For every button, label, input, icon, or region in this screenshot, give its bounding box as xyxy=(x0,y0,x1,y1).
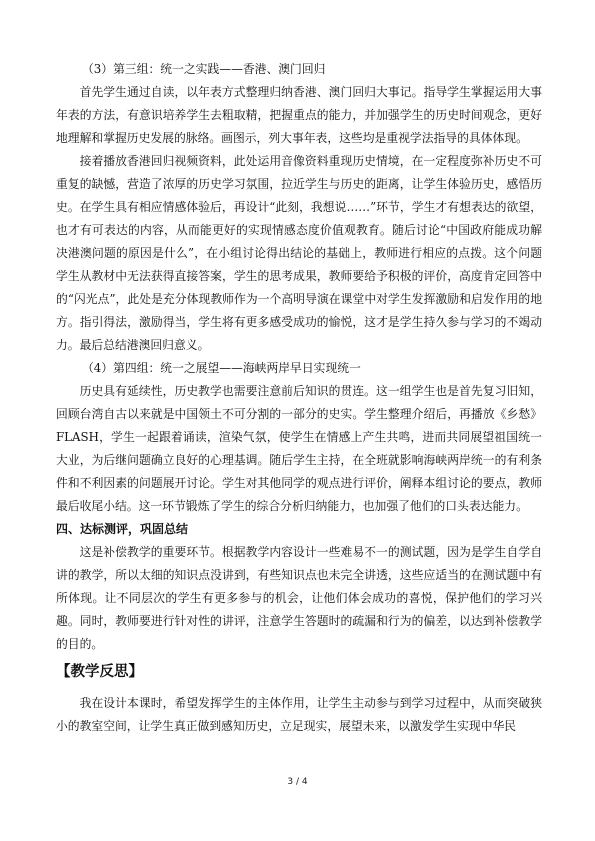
paragraph-4: 这是补偿教学的重要环节。根据教学内容设计一些难易不一的测试题，因为是学生自学自讲的教学，所以太细的知识点没讲到，有些知识点也未完全讲透，这些应适当的在测试题中有所体现。让不同层次的学生有更多参与的机会，让他们体会成功的喜悦，保护他们的学习兴趣。同时，教师要进行针对性的讲评，注意学生答题时的疏漏和行为的偏差，以达到补偿教学的目的。 xyxy=(56,545,542,651)
page-number: 3 / 4 xyxy=(287,777,308,787)
group4-heading: （4）第四组：统一之展望——海峡两岸早日实现统一 xyxy=(82,361,361,375)
paragraph-3: 历史具有延续性，历史教学也需要注意前后知识的贯连。这一组学生也是首先复习旧知，回顾台湾自古以来就是中国领土不可分割的一部分的史实。学生整理介绍后，再播放《乡愁》FLASH，学生一起跟着诵读，渲染气氛，使学生在情感上产生共鸣，进而共同展望祖国统一大业，为后继问题确立良好的心理基调。随后学生主持，在全班就影响海峡两岸统一的有利条件和不利因素的问题展开讨论。学生对其他同学的观点进行评价，阐释本组讨论的要点，教师最后收尾小结。这一环节锻炼了学生的综合分析归纳能力，也加强了他们的口头表达能力。 xyxy=(56,384,542,513)
paragraph-2: 接着播放香港回归视频资料，此处运用音像资料重现历史情境，在一定程度弥补历史不可重复的缺憾，营造了浓厚的历史学习氛围，拉近学生与历史的距离，让学生体验历史，感悟历史。在学生具有相应情感体验后，再设计“此刻，我想说……”环节，学生才有想表达的欲望，也才有可表达的内容，从而能更好的实现情感态度价值观教育。随后讨论“中国政府能成功解决港澳问题的原因是什么”，在小组讨论得出结论的基础上，教师进行相应的点拨。这个问题学生从教材中无法获得直接答案，学生的思考成果，教师要给予积极的评价，高度肯定回答中的“闪光点”，此处是充分体现教师作为一个高明导演在课堂中对学生发挥激励和启发作用的地方。指引得法，激励得当，学生将有更多感受成功的愉悦，这才是学生持久参与学习的不竭动力。最后总结港澳回归意义。 xyxy=(56,154,542,352)
paragraph-1: 首先学生通过自读，以年表方式整理归纳香港、澳门回归大事记。指导学生掌握运用大事年表的方法，有意识培养学生去粗取精，把握重点的能力，并加强学生的历史时间观念，更好地理解和掌握历史发展的脉络。画图示，列大事年表，这些均是重视学法指导的具体体现。 xyxy=(56,85,542,145)
group3-heading: （3）第三组：统一之实践——香港、澳门回归 xyxy=(82,62,326,76)
reflection-heading: 【教学反思】 xyxy=(56,664,143,680)
section-4-heading: 四、达标测评，巩固总结 xyxy=(56,522,189,536)
paragraph-5: 我在设计本课时，希望发挥学生的主体作用，让学生主动参与到学习过程中，从而突破狭小的教室空间，让学生真正做到感知历史，立足现实，展望未来，以激发学生实现中华民 xyxy=(56,696,542,733)
page-content xyxy=(56,58,542,738)
